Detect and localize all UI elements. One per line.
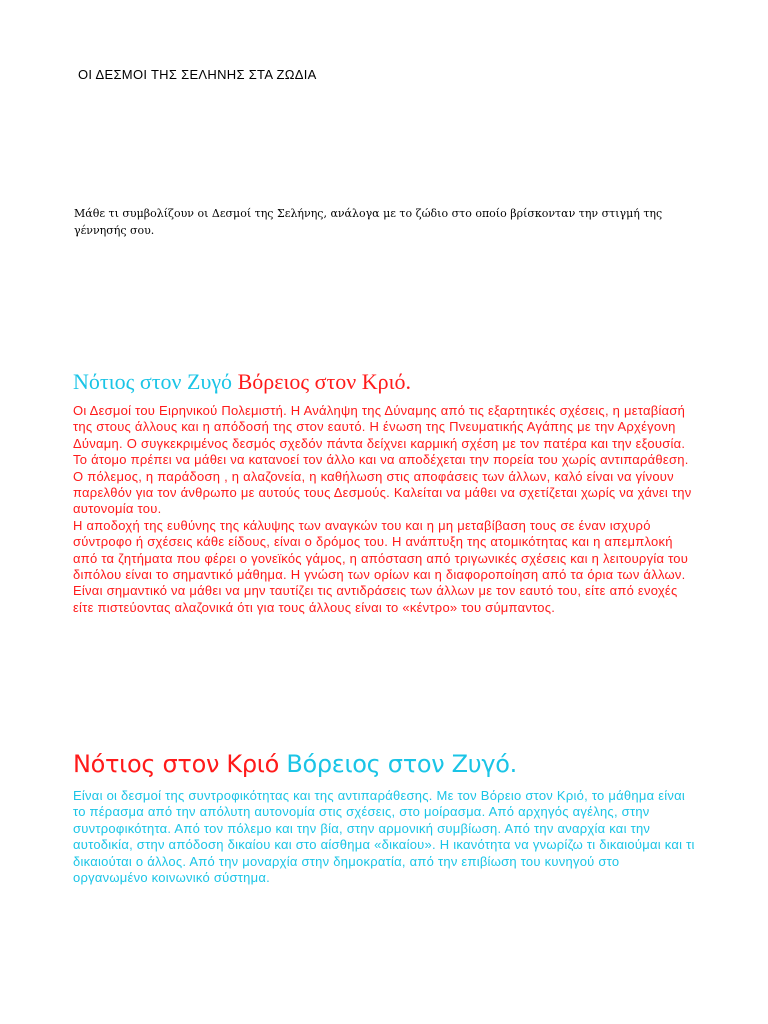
section-body-south-aries: [73, 788, 695, 886]
heading-south-node: Νότιος στον Κριό: [73, 750, 279, 778]
section-heading-south-aries: [73, 750, 517, 778]
section-paragraph: Οι Δεσμοί του Ειρηνικού Πολεμιστή. Η Ανάληψη της Δύναμης από τις εξαρτητικές σχέσεις, η μεταβίασή της στους άλλους και η απόδοσή της στον εαυτό. Η ένωση της Πνευματικής Αγάπης με την Αρχέγονη Δύναμη. Ο συγκεκριμένος δεσμός σχεδόν πάντα δείχνει καρμική σχέση με τον πατέρα και την εξουσία. Το άτομο πρέπει να μάθει να κατανοεί τον άλλο και να αποδέχεται την πορεία του χωρίς αντιπαράθεση. Ο πόλεμος, η παράδοση , η αλαζονεία, η καθήλωση στις αποφάσεις των άλλων, καλό είναι να γίνουν παρελθόν για τον άνθρωπο με αυτούς τους Δεσμούς. Καλείται να μάθει να σχετίζεται χωρίς να χάνει την αυτονομία του.: [73, 403, 692, 517]
section-heading-south-libra: [73, 369, 411, 395]
intro-text: Μάθε τι συμβολίζουν οι Δεσμοί της Σελήνης, ανάλογα με το ζώδιο στο οποίο βρίσκονταν την στιγμή της γέννησής σου.: [74, 207, 663, 237]
section-paragraph: Είναι οι δεσμοί της συντροφικότητας και της αντιπαράθεσης. Με τον Βόρειο στον Κριό, το μάθημα είναι το πέρασμα από την απόλυτη αυτονομία στις σχέσεις, στο μοίρασμα. Από αρχηγός αγέλης, στην συντροφικότητα. Από τον πόλεμο και την βία, στην αρμονική συμβίωση. Από την αναρχία και την αυτοδικία, στην απόδοση δικαίου και στο αίσθημα «δικαίου». Η ικανότητα να γνωρίζω τι δικαιούμαι και τι δικαιούται ο άλλος. Από την μοναρχία στην δημοκρατία, από την επιβίωση του κυνηγού στο οργανωμένο κοινωνικό σύστημα.: [73, 788, 695, 886]
heading-north-node: Βόρειος στον Ζυγό.: [286, 750, 518, 778]
section-paragraph: Η αποδοχή της ευθύνης της κάλυψης των αναγκών του και η μη μεταβίβαση τους σε έναν ισχυρό σύντροφο ή σχέσεις κάθε είδους, είναι ο δρόμος του. Η ανάπτυξη της ατομικότητας και η απεμπλοκή από τα ζητήματα που φέρει ο γονεϊκός γάμος, η απόσταση από τριγωνικές σχέσεις και η λειτουργία του διπόλου είναι το σημαντικό μάθημα. Η γνώση των ορίων και η διαφοροποίηση από τα όρια των άλλων. Είναι σημαντικό να μάθει να μην ταυτίζει τις αντιδράσεις των άλλων με τον εαυτό του, είτε από ενοχές είτε πιστεύοντας αλαζονικά ότι για τους άλλους είναι το «κέντρο» του σύμπαντος.: [73, 517, 689, 615]
section-body-south-libra: [73, 403, 695, 616]
heading-south-node: Νότιος στον Ζυγό: [73, 369, 233, 394]
heading-north-node: Βόρειος στον Κριό.: [237, 369, 412, 394]
document-title: ΟΙ ΔΕΣΜΟΙ ΤΗΣ ΣΕΛΗΝΗΣ ΣΤΑ ΖΩΔΙΑ: [78, 67, 317, 82]
